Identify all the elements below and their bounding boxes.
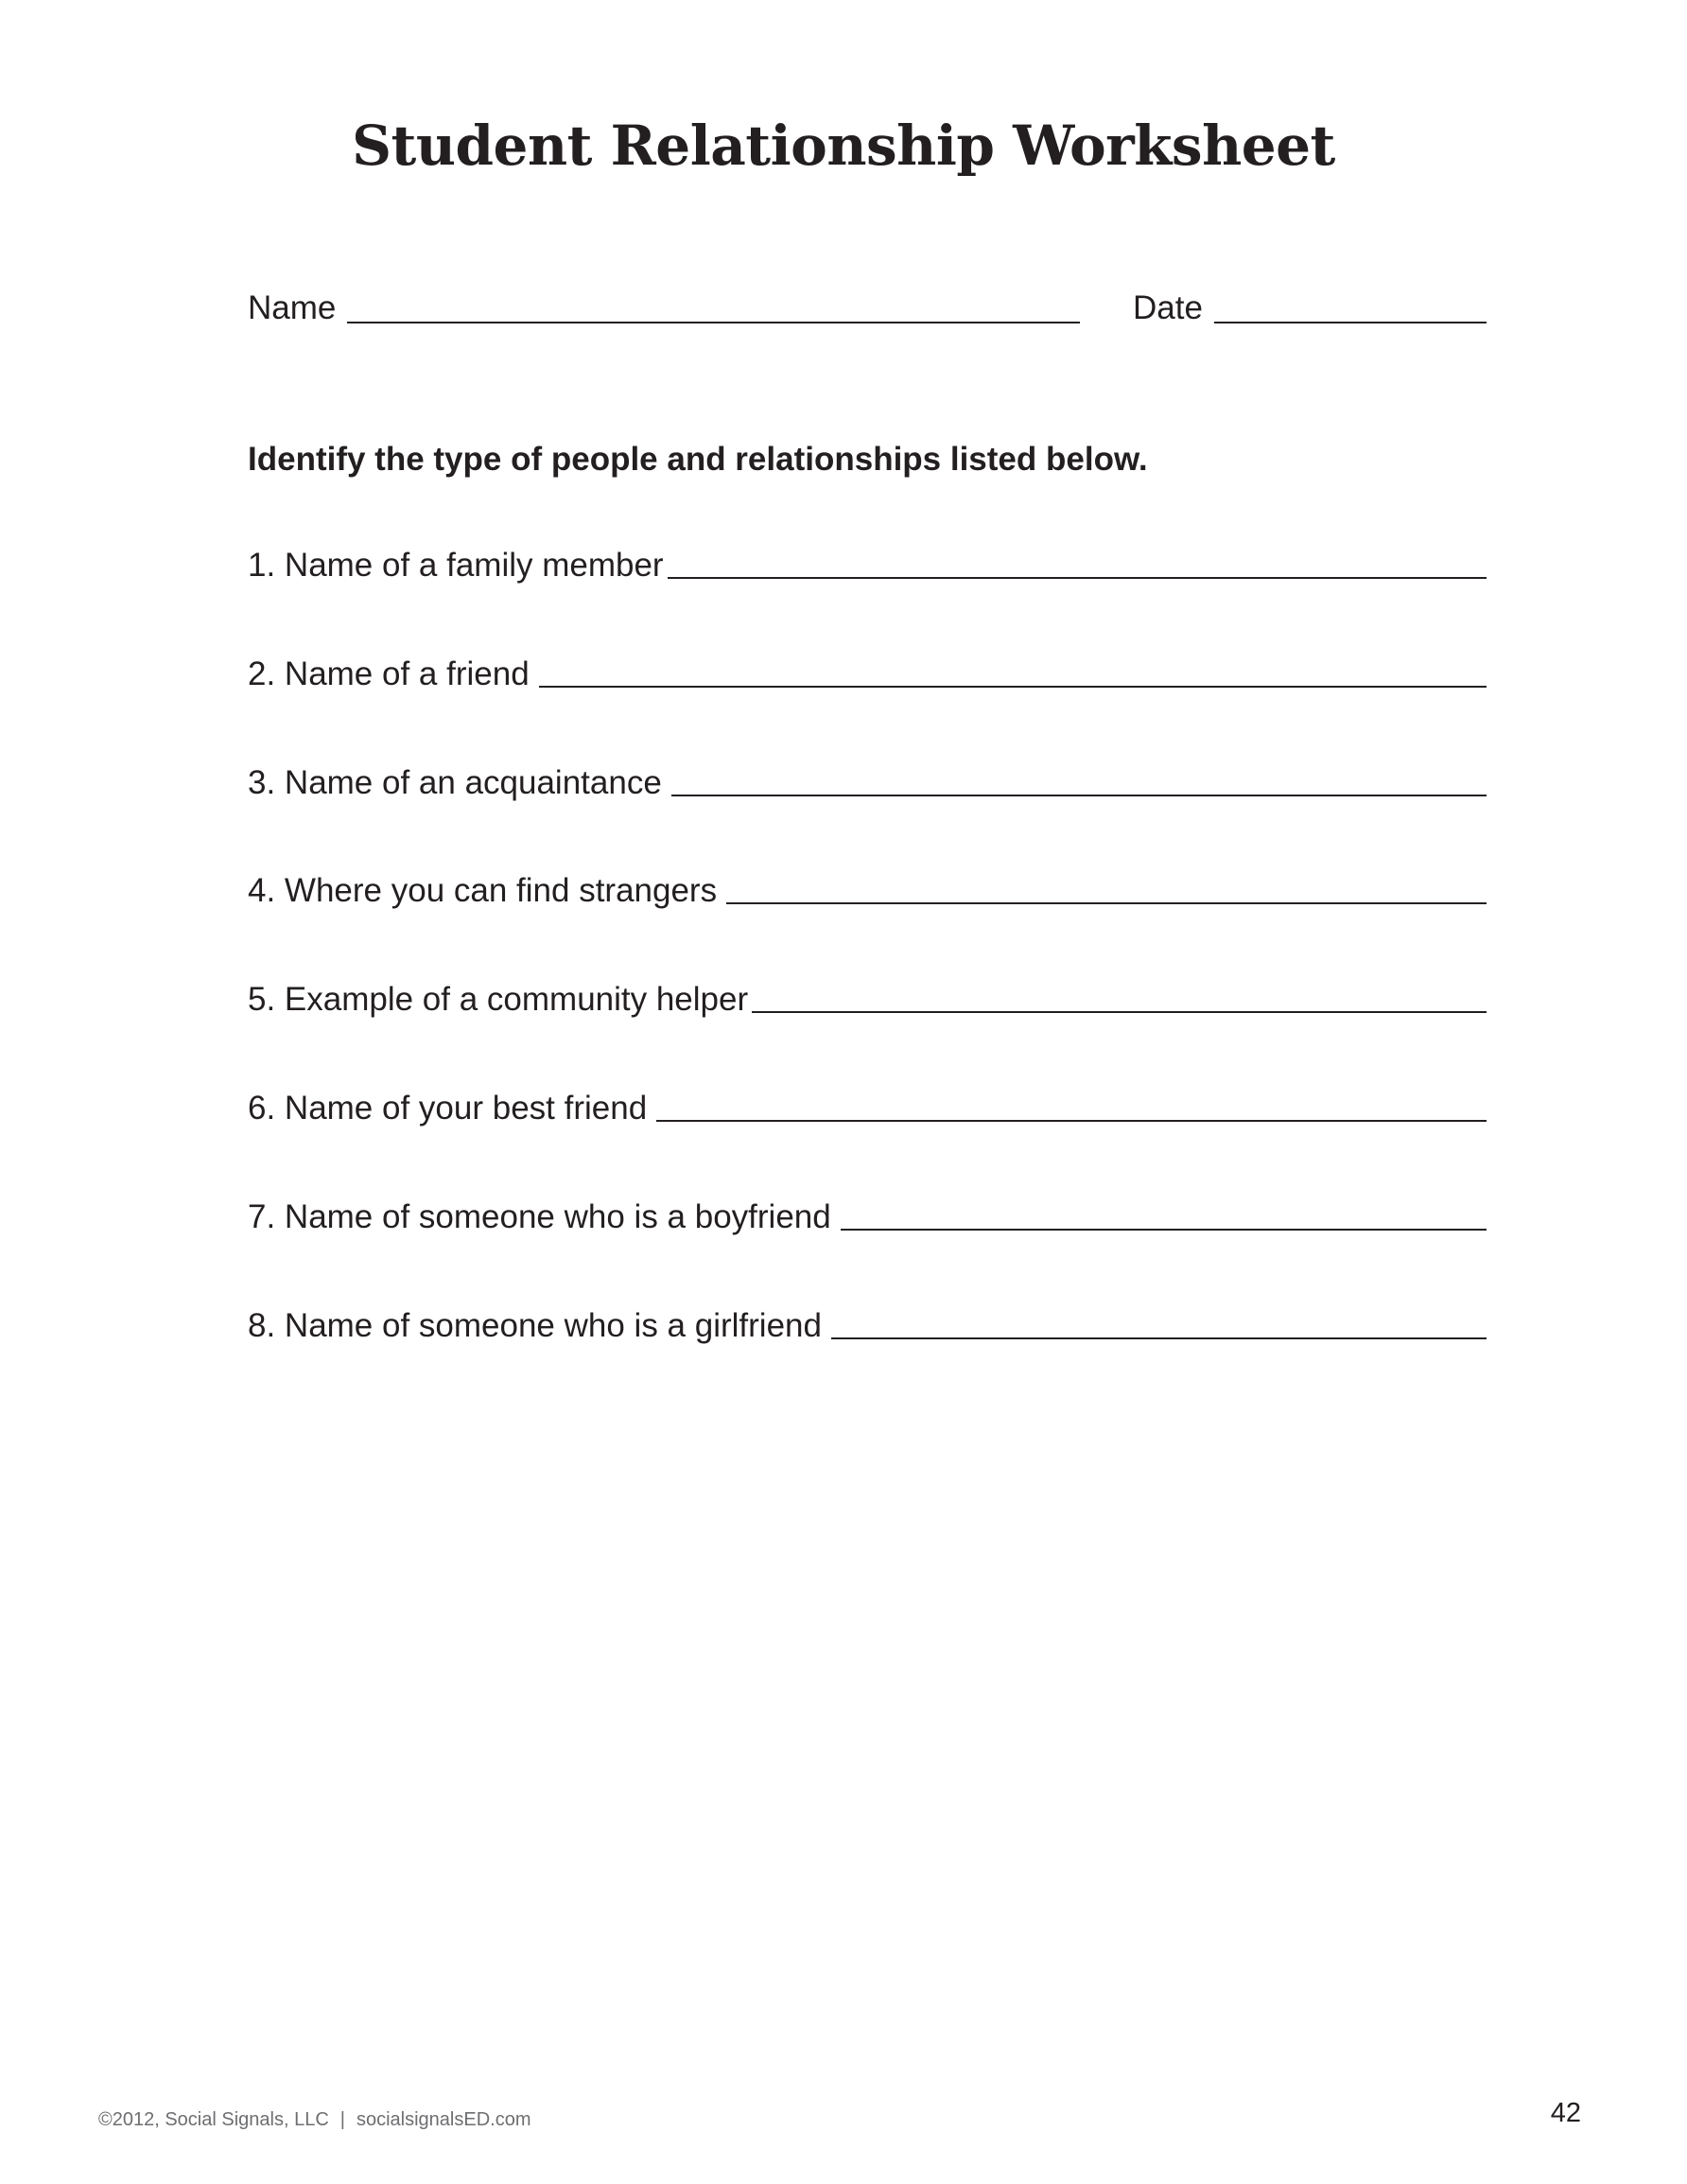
- question-4: [248, 870, 1487, 912]
- date-answer-line[interactable]: [1214, 322, 1487, 323]
- question-8-answer-line[interactable]: [831, 1337, 1487, 1339]
- footer-website: socialsignalsED.com: [356, 2109, 531, 2130]
- page-number: 42: [1550, 2098, 1581, 2128]
- question-8: [248, 1305, 1487, 1347]
- question-2: [248, 654, 1487, 695]
- date-label: Date: [1133, 289, 1203, 326]
- question-7-label: 7. Name of someone who is a boyfriend: [248, 1198, 831, 1235]
- question-2-answer-line[interactable]: [539, 686, 1487, 688]
- name-field-row: [248, 288, 1080, 329]
- name-label: Name: [248, 289, 337, 326]
- question-1-label: 1. Name of a family member: [248, 547, 664, 584]
- question-6: [248, 1088, 1487, 1129]
- footer-credit: [98, 2109, 531, 2131]
- question-1-answer-line[interactable]: [668, 577, 1487, 579]
- footer-copyright: ©2012, Social Signals, LLC: [98, 2109, 329, 2130]
- question-7: [248, 1197, 1487, 1238]
- question-3: [248, 762, 1487, 804]
- footer-separator: |: [339, 2109, 345, 2130]
- question-6-answer-line[interactable]: [656, 1120, 1487, 1122]
- name-answer-line[interactable]: [347, 322, 1080, 323]
- question-7-answer-line[interactable]: [841, 1229, 1487, 1231]
- question-5-answer-line[interactable]: [752, 1011, 1487, 1013]
- question-6-label: 6. Name of your best friend: [248, 1090, 648, 1127]
- worksheet-title: Student Relationship Worksheet: [352, 114, 1335, 178]
- date-field-row: [1133, 288, 1487, 329]
- question-5-label: 5. Example of a community helper: [248, 981, 749, 1018]
- question-8-label: 8. Name of someone who is a girlfriend: [248, 1307, 822, 1344]
- instructions: Identify the type of people and relationships listed below.: [248, 441, 1148, 478]
- question-3-label: 3. Name of an acquaintance: [248, 764, 662, 801]
- question-5: [248, 979, 1487, 1021]
- question-1: [248, 545, 1487, 586]
- question-4-label: 4. Where you can find strangers: [248, 872, 718, 909]
- question-2-label: 2. Name of a friend: [248, 655, 530, 692]
- question-3-answer-line[interactable]: [671, 795, 1487, 796]
- question-4-answer-line[interactable]: [726, 902, 1487, 904]
